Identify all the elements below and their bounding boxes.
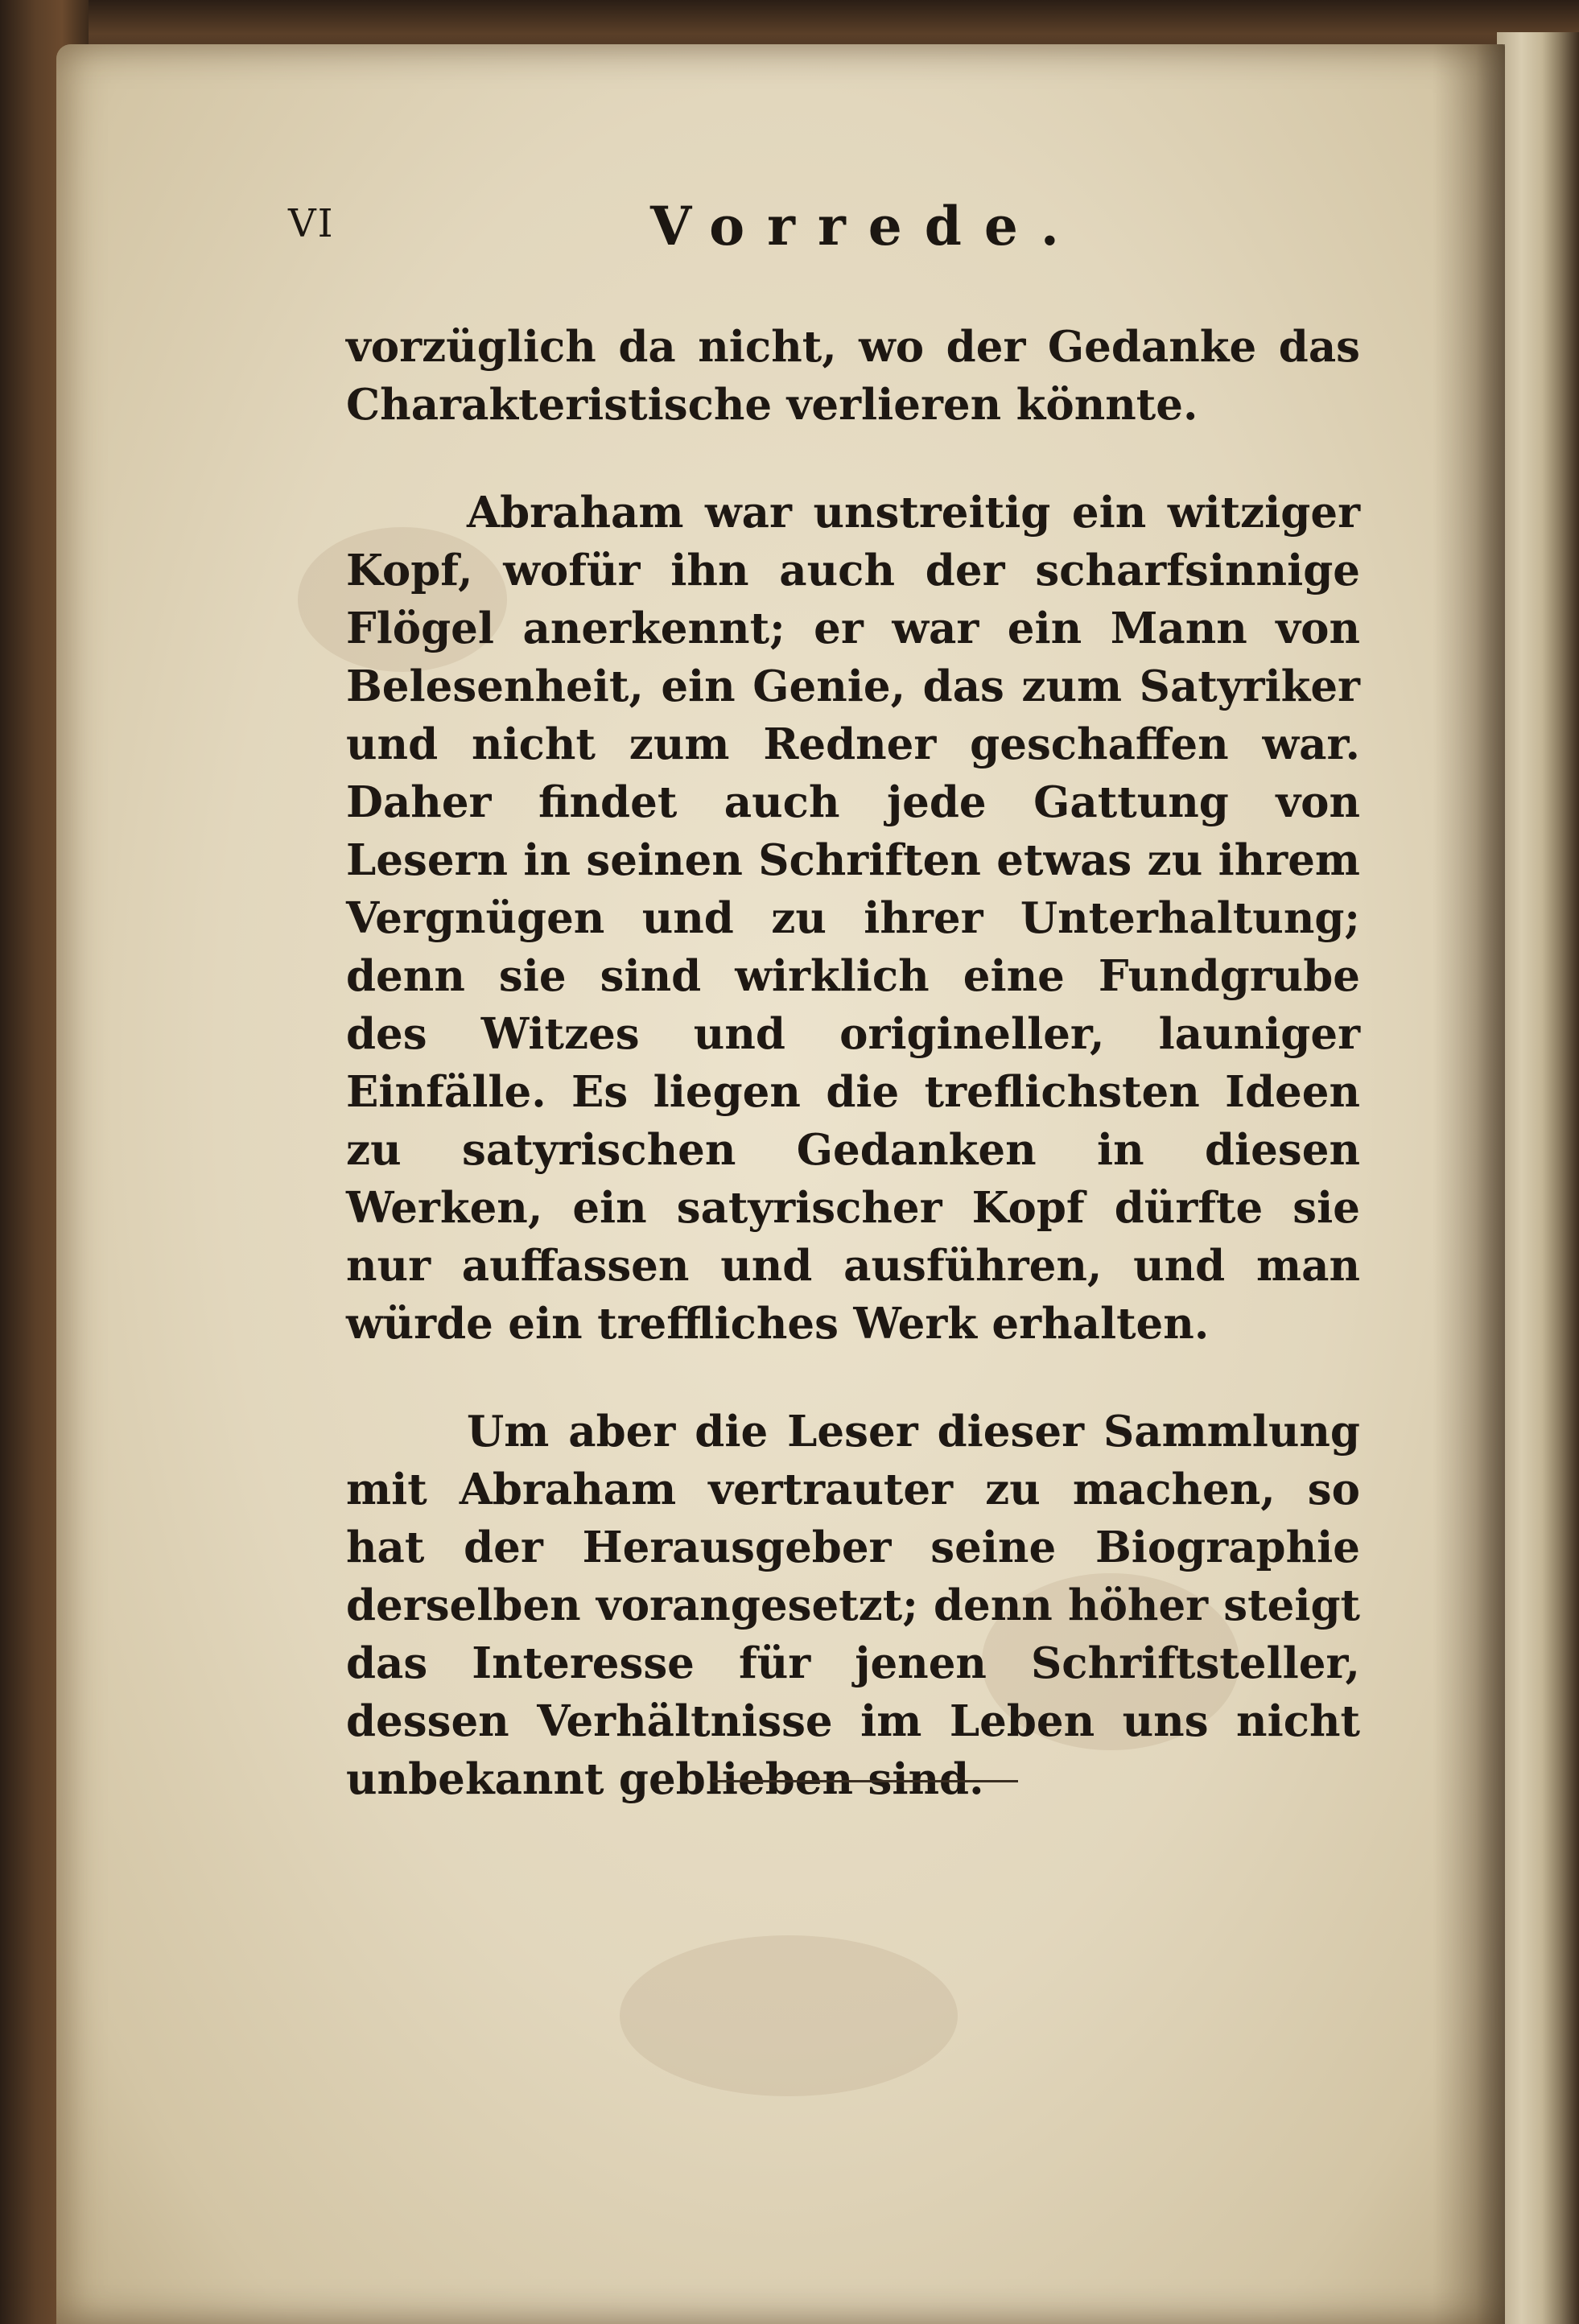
running-head bbox=[288, 195, 1375, 274]
paragraph-continuation: vorzüglich da nicht, wo der Gedanke das Charakteristische verlieren könnte. bbox=[346, 322, 1360, 430]
paper-stain bbox=[620, 1935, 958, 2096]
running-title: Vorrede. bbox=[650, 195, 1082, 258]
paragraph-abraham: Abraham war unstreitig ein witziger Kopf, wofür ihn auch der scharfsinnige Flögel anerkennt; er war ein Mann von Belesenheit, ein Genie, das zum Satyriker und nicht zum Redner geschaffen war. Daher findet auch jede Gattung von Lesern in seinen Schriften etwas zu ihrem Vergnügen und zu ihrer Unterhaltung; denn sie sind wirklich eine Fundgrube des Witzes und origineller, launiger Einfälle. Es liegen die treflichsten Ideen zu satyrischen Gedanken in diesen Werken, ein satyrischer Kopf dürfte sie nur auffassen und ausführen, und man würde ein treffliches Werk erhalten. bbox=[346, 488, 1360, 1349]
body-text bbox=[346, 318, 1360, 1808]
gutter-shadow bbox=[1433, 44, 1505, 2324]
adjacent-pages-edge bbox=[1497, 32, 1579, 2324]
closing-rule bbox=[712, 1780, 1018, 1782]
paragraph-leser: Um aber die Leser dieser Sammlung mit Abraham vertrauter zu machen, so hat der Herausgeber seine Biographie derselben vorangesetzt; denn höher steigt das Interesse für jenen Schriftsteller, dessen Verhältnisse im Leben uns nicht unbekannt geblieben sind. bbox=[346, 1407, 1360, 1804]
page-number: VI bbox=[288, 201, 335, 246]
